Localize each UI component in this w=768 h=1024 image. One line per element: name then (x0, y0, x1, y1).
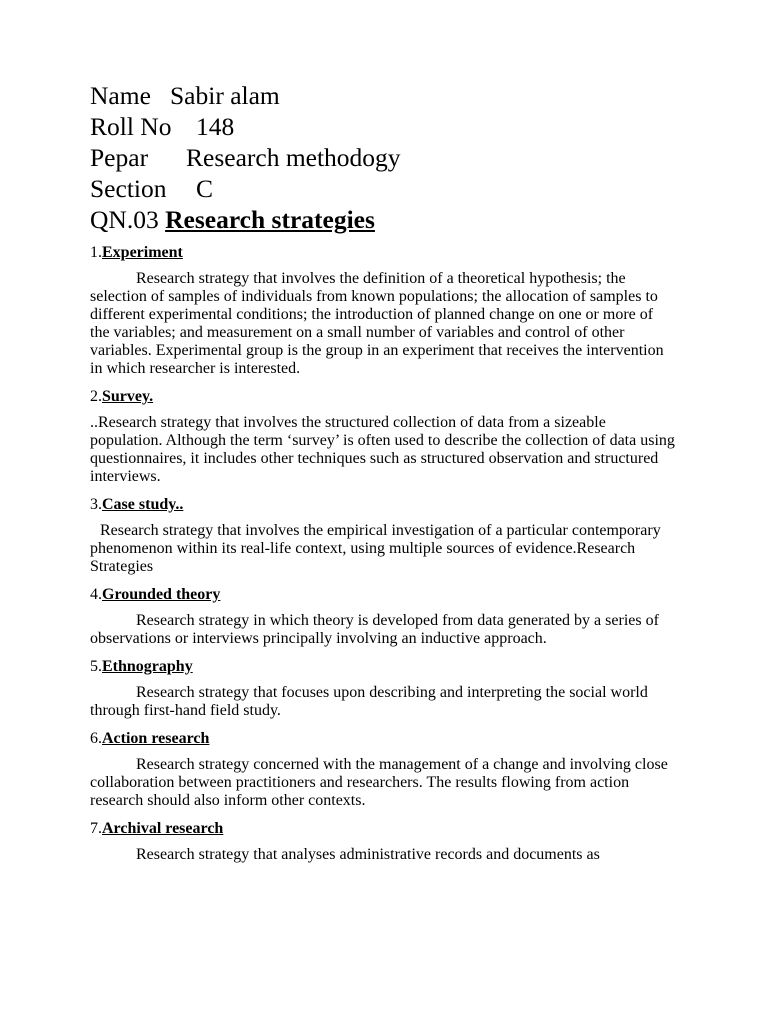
question-title-row (90, 204, 676, 235)
section-title: Action research (102, 730, 210, 747)
section-body: Research strategy that analyses administrative records and documents as (136, 846, 600, 863)
name-label: Name (90, 81, 151, 110)
section-body: Research strategy in which theory is developed from data generated by a series of observations or interviews principally involving an inductive approach. (90, 612, 659, 647)
section-title: Archival research (102, 820, 224, 837)
section-heading (90, 586, 676, 604)
section-label: Section (90, 174, 167, 203)
paper-label: Pepar (90, 143, 149, 172)
section-title: Survey. (102, 388, 154, 405)
section-heading (90, 496, 676, 514)
section-number: 2. (90, 388, 102, 405)
paper-value: Research methodogy (186, 143, 401, 172)
question-title: Research strategies (165, 205, 375, 234)
roll-row (90, 111, 676, 142)
roll-value: 148 (196, 112, 235, 141)
section-action-research (90, 730, 676, 810)
section-title: Experiment (102, 244, 183, 261)
section-case-study (90, 496, 676, 576)
paper-row (90, 142, 676, 173)
section-body: Research strategy concerned with the management of a change and involving close collaboration between practitioners and researchers. The results flowing from action research should also inform other contexts. (90, 756, 668, 809)
name-row (90, 80, 676, 111)
section-number: 3. (90, 496, 102, 513)
section-survey (90, 388, 676, 486)
section-row (90, 173, 676, 204)
section-heading (90, 388, 676, 406)
section-title: Ethnography (102, 658, 193, 675)
section-heading (90, 658, 676, 676)
section-heading (90, 244, 676, 262)
section-body: Research strategy that involves the empirical investigation of a particular contemporary phenomenon within its real-life context, using multiple sources of evidence.Research Strategies (90, 522, 661, 575)
section-number: 6. (90, 730, 102, 747)
section-heading (90, 820, 676, 838)
section-value: C (196, 174, 214, 203)
section-title: Grounded theory (102, 586, 221, 603)
roll-label: Roll No (90, 112, 172, 141)
section-body: ..Research strategy that involves the structured collection of data from a sizeable population. Although the term ‘survey’ is often used to describe the collection of data using questionnaires, it includes other techniques such as structured observation and structured interviews. (90, 414, 675, 485)
section-number: 5. (90, 658, 102, 675)
question-number: QN.03 (90, 205, 166, 234)
section-number: 4. (90, 586, 102, 603)
name-value: Sabir alam (170, 81, 280, 110)
section-archival-research (90, 820, 676, 864)
section-body: Research strategy that focuses upon describing and interpreting the social world through first-hand field study. (90, 684, 648, 719)
section-grounded-theory (90, 586, 676, 648)
section-number: 7. (90, 820, 102, 837)
section-title: Case study.. (102, 496, 184, 513)
section-experiment (90, 244, 676, 378)
section-heading (90, 730, 676, 748)
section-ethnography (90, 658, 676, 720)
section-body: Research strategy that involves the definition of a theoretical hypothesis; the selection of samples of individuals from known populations; the allocation of samples to different experimental conditions; the introduction of planned change on one or more of the variables; and measurement on a small number of variables and control of other variables. Experimental group is the group in an experiment that receives the intervention in which researcher is interested. (90, 270, 664, 377)
section-number: 1. (90, 244, 102, 261)
